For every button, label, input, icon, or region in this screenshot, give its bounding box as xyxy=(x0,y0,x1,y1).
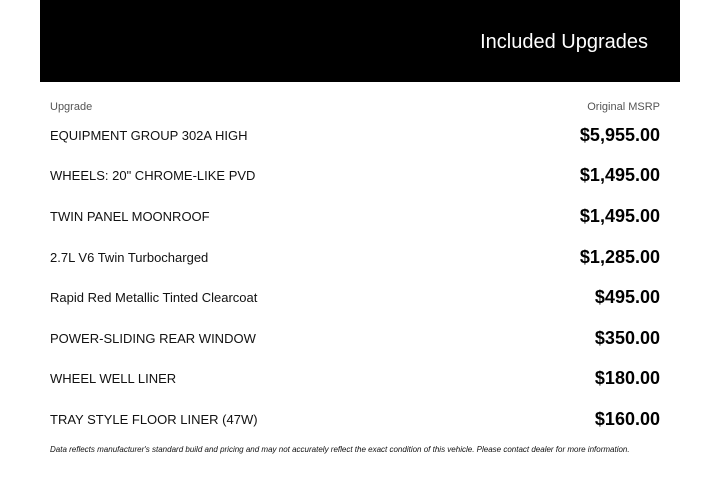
list-item xyxy=(50,115,660,156)
upgrade-name: Rapid Red Metallic Tinted Clearcoat xyxy=(50,290,258,306)
column-headers xyxy=(50,100,660,114)
upgrade-name: WHEELS: 20" CHROME-LIKE PVD xyxy=(50,168,256,184)
upgrades-list xyxy=(50,115,660,440)
upgrade-price: $1,495.00 xyxy=(579,165,660,186)
upgrade-price: $160.00 xyxy=(594,408,660,429)
upgrades-panel xyxy=(40,0,680,480)
list-item xyxy=(50,318,660,359)
upgrade-price: $5,955.00 xyxy=(579,124,660,145)
upgrade-price: $180.00 xyxy=(594,368,660,389)
page-title: Included Upgrades xyxy=(480,31,648,53)
list-item xyxy=(50,237,660,278)
upgrade-name: 2.7L V6 Twin Turbocharged xyxy=(50,249,209,265)
list-item xyxy=(50,277,660,318)
upgrade-name: TWIN PANEL MOONROOF xyxy=(50,208,210,224)
upgrade-price: $1,285.00 xyxy=(579,246,660,267)
upgrade-price: $495.00 xyxy=(594,287,660,308)
disclaimer-text: Data reflects manufacturer's standard build and pricing and may not accurately reflect the exact condition of this vehicle. Please contact dealer for more information. xyxy=(50,445,630,454)
upgrade-name: EQUIPMENT GROUP 302A HIGH xyxy=(50,127,248,143)
upgrade-name: WHEEL WELL LINER xyxy=(50,371,177,387)
list-item xyxy=(50,359,660,400)
list-item xyxy=(50,196,660,237)
column-header-upgrade: Upgrade xyxy=(50,101,93,113)
header-bar xyxy=(40,0,680,82)
column-header-msrp: Original MSRP xyxy=(587,101,660,113)
upgrade-price: $350.00 xyxy=(594,327,660,348)
upgrade-name: TRAY STYLE FLOOR LINER (47W) xyxy=(50,411,258,427)
upgrade-name: POWER-SLIDING REAR WINDOW xyxy=(50,330,256,346)
list-item xyxy=(50,399,660,440)
list-item xyxy=(50,156,660,197)
upgrade-price: $1,495.00 xyxy=(579,205,660,226)
